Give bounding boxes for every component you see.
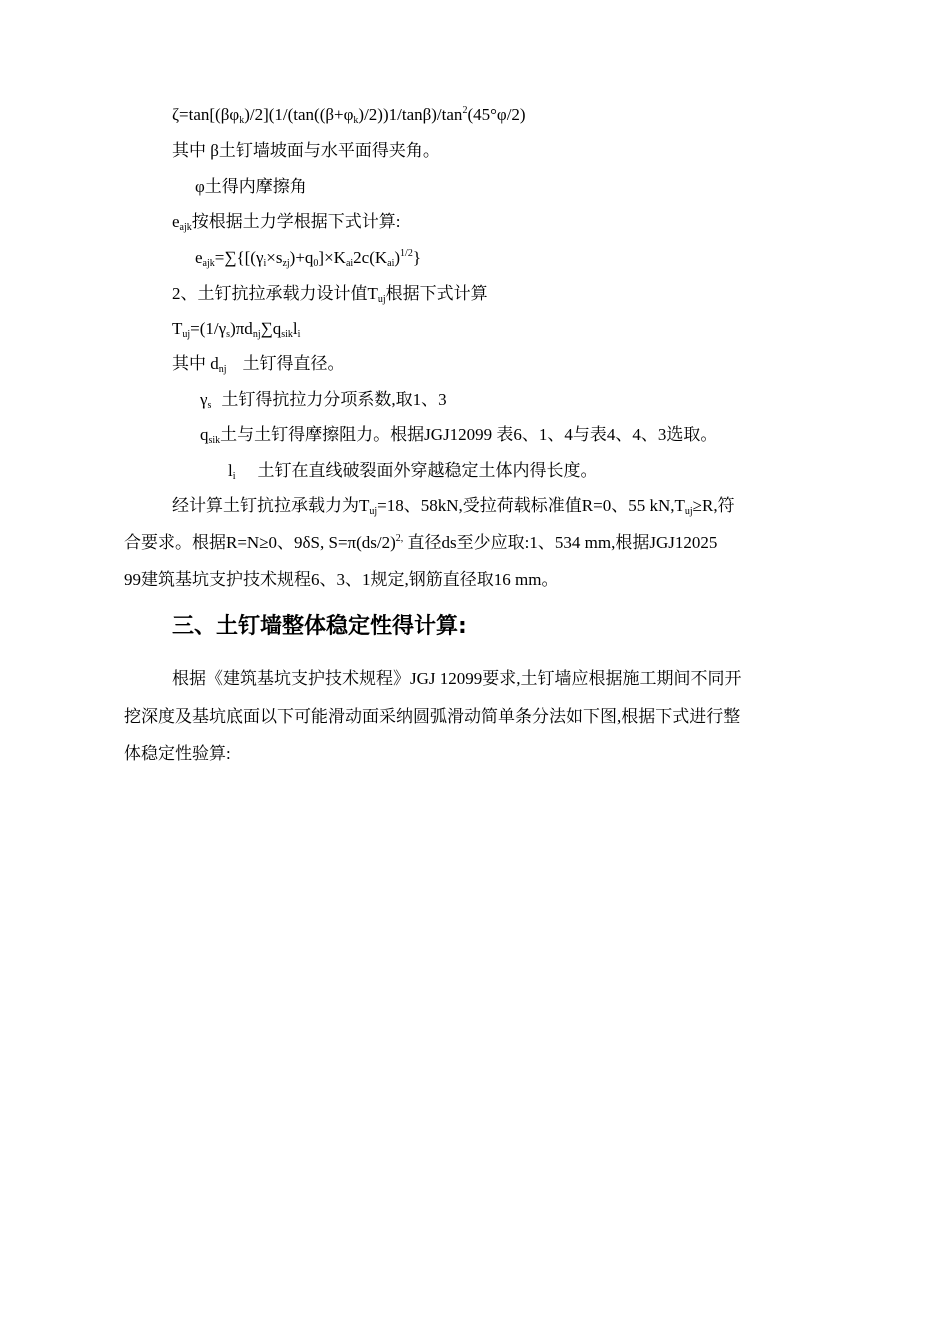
formula-text: 2c(K	[353, 248, 388, 267]
formula-text: =∑{[(γ	[214, 248, 264, 267]
section-3-line-1: 根据《建筑基坑支护技术规程》JGJ 12099要求,土钉墙应根据施工期间不同开	[172, 669, 742, 688]
paragraph-text: 合要求。根据R=N≥0、9δS, S=π(ds/2)	[124, 533, 396, 552]
li-definition	[228, 460, 598, 482]
formula-subscript: s	[226, 329, 231, 340]
formula-subscript: i	[232, 471, 236, 482]
eajk-formula	[195, 247, 421, 269]
section-3-line-2: 挖深度及基坑底面以下可能滑动面采纳圆弧滑动简单条分法如下图,根据下式进行整	[124, 707, 741, 726]
paragraph-text: 2、土钉抗拉承载力设计值T	[172, 284, 378, 303]
formula-subscript: ai	[387, 258, 395, 269]
formula-text: )	[394, 248, 401, 267]
formula-text: γ	[200, 390, 208, 409]
formula-subscript: zj	[282, 258, 290, 269]
formula-text: }	[412, 248, 421, 267]
section-3-title: 三、土钉墙整体稳定性得计算:	[172, 614, 467, 639]
formula-superscript: 2,	[395, 533, 404, 544]
formula-text: )+q	[289, 248, 314, 267]
formula-text: ×s	[266, 248, 283, 267]
paragraph-text: 按根据土力学根据下式计算:	[191, 212, 401, 231]
formula-subscript: uj	[684, 506, 693, 517]
formula-subscript: 0	[313, 258, 319, 269]
paragraph-text: 土钉得直径。	[242, 354, 345, 373]
formula-text: )πd	[230, 319, 253, 338]
phi-definition: φ土得内摩擦角	[195, 177, 307, 196]
formula-subscript: uj	[377, 294, 386, 305]
paragraph-text: 经计算土钉抗拉承载力为T	[172, 496, 370, 515]
beta-definition: 其中 β土钉墙坡面与水平面得夹角。	[172, 141, 440, 160]
formula-subscript: ai	[345, 258, 354, 269]
paragraph-text: 土钉在直线破裂面外穿越稳定土体内得长度。	[257, 461, 598, 480]
formula-text: =(1/γ	[190, 319, 227, 338]
formula-subscript: uj	[182, 329, 191, 340]
formula-text: )/2))1/tanβ)/tan	[358, 105, 463, 124]
result-line-1	[172, 495, 735, 517]
zeta-formula	[172, 104, 526, 126]
formula-text: ζ=tan[(βφ	[172, 105, 240, 124]
formula-subscript: i	[297, 329, 301, 340]
formula-text: T	[172, 319, 183, 338]
tuj-formula	[172, 318, 300, 340]
paragraph-text: 土与土钉得摩擦阻力。根据JGJ12099 表6、1、4与表4、4、3选取。	[220, 425, 718, 444]
dnj-definition	[172, 353, 345, 375]
paragraph-text: 根据下式计算	[385, 284, 488, 303]
paragraph-text: 直径ds至少应取:1、534 mm,根据JGJ12025	[403, 533, 718, 552]
section-3-line-3: 体稳定性验算:	[124, 744, 231, 763]
paragraph-text: =18、58kN,受拉荷载标准值R=0、55 kN,T	[377, 496, 685, 515]
formula-text: l	[228, 461, 233, 480]
result-line-3: 99建筑基坑支护技术规程6、3、1规定,钢筋直径取16 mm。	[124, 570, 559, 589]
formula-text: ∑q	[260, 319, 282, 338]
formula-text: e	[172, 212, 180, 231]
formula-text: l	[292, 319, 298, 338]
formula-text: )/2](1/(tan((β+φ	[244, 105, 354, 124]
formula-text: e	[195, 248, 203, 267]
formula-subscript: i	[263, 258, 267, 269]
qsik-definition	[200, 424, 717, 446]
formula-subscript: nj	[218, 364, 227, 375]
formula-subscript: sik	[281, 329, 293, 340]
paragraph-text: 土钉得抗拉力分项系数,取1、3	[221, 390, 447, 409]
formula-subscript: s	[207, 400, 212, 411]
formula-subscript: sik	[208, 435, 221, 446]
formula-subscript: uj	[369, 506, 378, 517]
formula-subscript: nj	[252, 329, 261, 340]
eajk-intro	[172, 211, 401, 233]
formula-text: (45°φ/2)	[467, 105, 526, 124]
paragraph-text: 其中 d	[172, 354, 219, 373]
result-line-2	[124, 532, 717, 554]
formula-subscript: ajk	[202, 258, 215, 269]
gamma-definition	[200, 389, 447, 411]
paragraph-text: ≥R,符	[692, 496, 735, 515]
item-2-heading	[172, 283, 488, 305]
formula-subscript: ajk	[179, 222, 192, 233]
formula-text: ]×K	[318, 248, 346, 267]
formula-superscript: 2	[462, 105, 468, 116]
formula-subscript: k	[239, 115, 245, 126]
formula-subscript: k	[353, 115, 359, 126]
formula-superscript: 1/2	[400, 248, 413, 259]
formula-text: q	[200, 425, 209, 444]
